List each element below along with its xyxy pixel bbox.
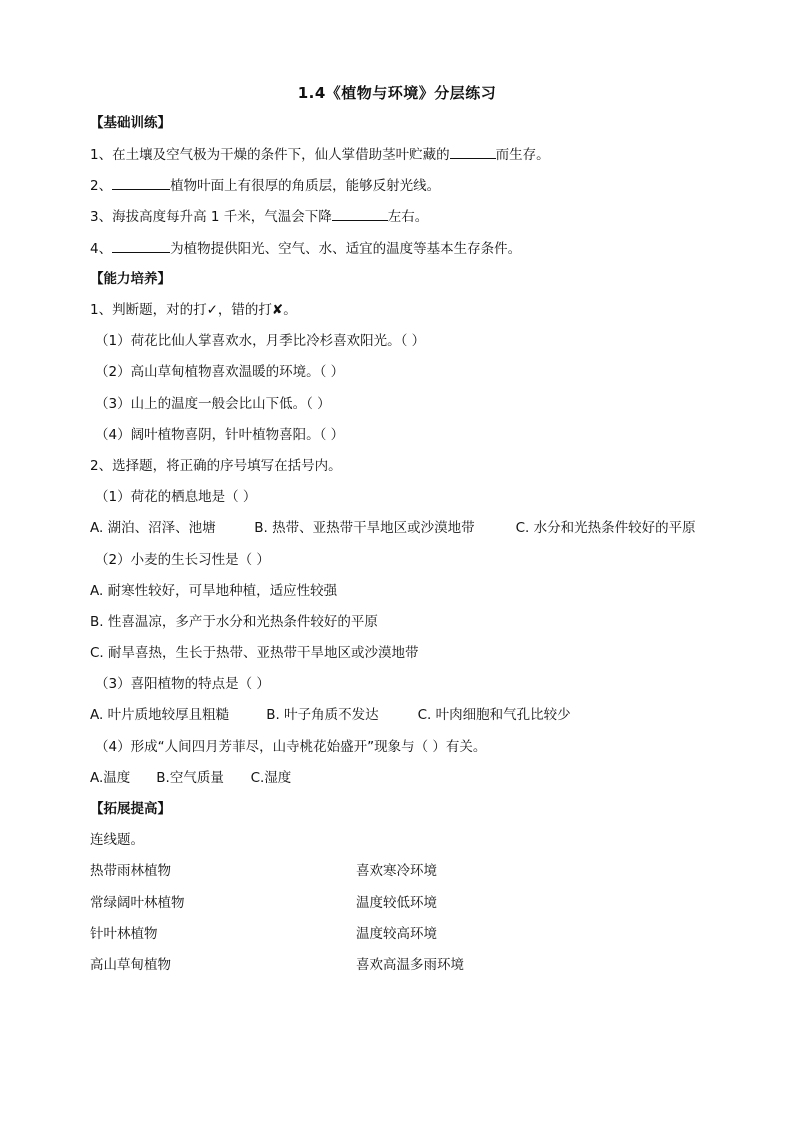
q3-answer-blank[interactable] <box>332 207 388 221</box>
page-title: 1.4《植物与环境》分层练习 <box>297 84 497 102</box>
q4-text-after: 为植物提供阳光、空气、水、适宜的温度等基本生存条件。 <box>170 241 522 257</box>
basic-question-4 <box>90 239 521 258</box>
choice-4-option-a[interactable]: A.温度 <box>90 770 131 786</box>
judge-item-4[interactable]: （4）阔叶植物喜阴，针叶植物喜阳。（ ） <box>95 427 345 443</box>
basic-question-3 <box>90 207 428 226</box>
judge-item-1[interactable]: （1）荷花比仙人掌喜欢水，月季比冷杉喜欢阳光。（ ） <box>95 333 426 349</box>
judge-item-3[interactable]: （3）山上的温度一般会比山下低。（ ） <box>95 396 331 412</box>
section-heading-basic: 【基础训练】 <box>90 115 171 131</box>
choice-1-option-c[interactable]: C. 水分和光热条件较好的平原 <box>515 520 696 536</box>
choice-4-option-b[interactable]: B.空气质量 <box>156 770 224 786</box>
choice-2-option-b[interactable]: B. 性喜温凉，多产于水分和光热条件较好的平原 <box>90 614 378 630</box>
matching-right-item-2[interactable]: 温度较低环境 <box>356 895 437 911</box>
choice-intro: 2、选择题，将正确的序号填写在括号内。 <box>90 458 342 474</box>
choice-2-option-a[interactable]: A. 耐寒性较好，可旱地种植，适应性较强 <box>90 583 338 599</box>
matching-right-item-1[interactable]: 喜欢寒冷环境 <box>356 863 437 879</box>
choice-question-2[interactable]: （2）小麦的生长习性是（ ） <box>95 552 270 568</box>
q2-text-before: 2、 <box>90 178 113 194</box>
basic-question-2 <box>90 176 440 195</box>
choice-3-option-b[interactable]: B. 叶子角质不发达 <box>266 707 379 723</box>
q2-answer-blank[interactable] <box>112 176 170 190</box>
q1-text-after: 而生存。 <box>495 147 550 163</box>
judge-intro: 1、判断题，对的打✓，错的打✘。 <box>90 302 297 318</box>
choice-1-options <box>90 519 696 537</box>
choice-2-option-c[interactable]: C. 耐旱喜热，生长于热带、亚热带干旱地区或沙漠地带 <box>90 645 419 661</box>
choice-4-option-c[interactable]: C.湿度 <box>250 770 292 786</box>
choice-3-option-a[interactable]: A. 叶片质地较厚且粗糙 <box>90 707 230 723</box>
choice-3-options <box>90 706 571 724</box>
choice-question-4[interactable]: （4）形成“人间四月芳菲尽，山寺桃花始盛开”现象与（ ）有关。 <box>95 739 487 755</box>
q3-text-before: 3、海拔高度每升高 1 千米，气温会下降 <box>90 209 332 225</box>
q4-answer-blank[interactable] <box>112 239 170 253</box>
section-heading-ability: 【能力培养】 <box>90 271 171 287</box>
q1-text-before: 1、在土壤及空气极为干燥的条件下，仙人掌借助茎叶贮藏的 <box>90 147 450 163</box>
judge-item-2[interactable]: （2）高山草甸植物喜欢温暖的环境。（ ） <box>95 364 345 380</box>
matching-left-item-4[interactable]: 高山草甸植物 <box>90 957 171 973</box>
choice-3-option-c[interactable]: C. 叶肉细胞和气孔比较少 <box>417 707 571 723</box>
choice-1-option-a[interactable]: A. 湖泊、沼泽、池塘 <box>90 520 216 536</box>
basic-question-1 <box>90 145 550 164</box>
matching-right-item-3[interactable]: 温度较高环境 <box>356 926 437 942</box>
choice-question-3[interactable]: （3）喜阳植物的特点是（ ） <box>95 676 270 692</box>
matching-intro: 连线题。 <box>90 832 144 848</box>
q2-text-after: 植物叶面上有很厚的角质层，能够反射光线。 <box>170 178 441 194</box>
section-heading-extend: 【拓展提高】 <box>90 801 171 817</box>
q3-text-after: 左右。 <box>387 209 429 225</box>
matching-left-item-2[interactable]: 常绿阔叶林植物 <box>90 895 185 911</box>
q4-text-before: 4、 <box>90 241 113 257</box>
choice-4-options <box>90 769 291 787</box>
q1-answer-blank[interactable] <box>450 145 496 159</box>
matching-right-item-4[interactable]: 喜欢高温多雨环境 <box>356 957 464 973</box>
choice-1-option-b[interactable]: B. 热带、亚热带干旱地区或沙漠地带 <box>254 520 475 536</box>
choice-question-1[interactable]: （1）荷花的栖息地是（ ） <box>95 489 257 505</box>
matching-left-item-3[interactable]: 针叶林植物 <box>90 926 158 942</box>
matching-left-item-1[interactable]: 热带雨林植物 <box>90 863 171 879</box>
